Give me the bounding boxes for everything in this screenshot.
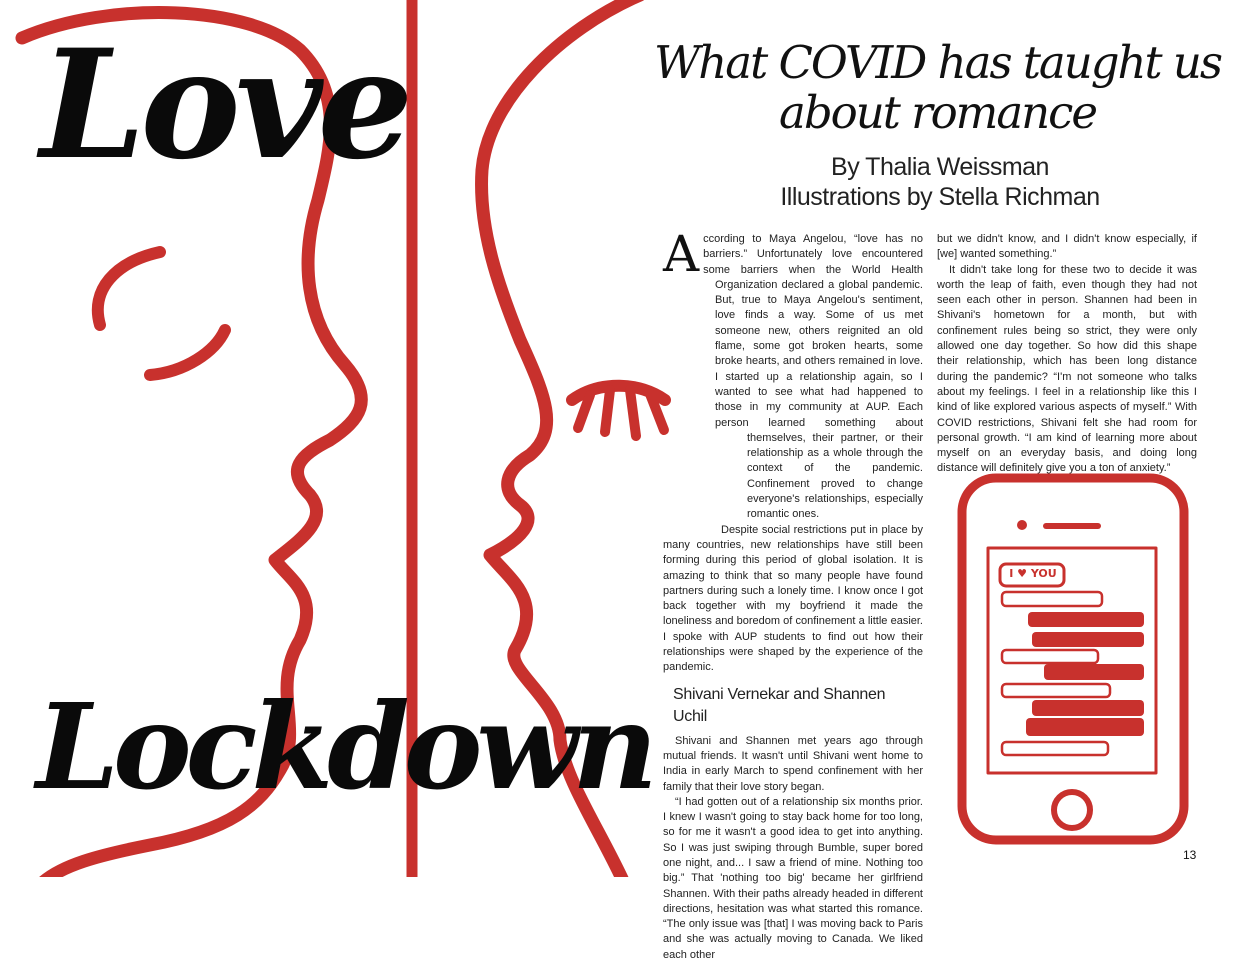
article-column-2	[937, 232, 1197, 477]
article-column-1	[663, 225, 923, 963]
paragraph-new-relationships: Despite social restrictions put in place by many countries, new relationships have still been forming during this period of global isolation. It is amazing to think that so many people have found partners during such a lonely time. I know once I got back together with my boyfriend it made the loneliness and boredom of confinement a little easier. I spoke with AUP students to find out how their relationships were shaped by the experience of the pandemic.	[663, 523, 923, 674]
phone-message-text: I ♥ YOU	[1009, 567, 1057, 580]
phone-body	[962, 478, 1184, 840]
paragraph-leap-of-faith: It didn't take long for these two to decide it was worth the leap of faith, even though they had not seen each other in person. Shannen had been in Shivani's hometown for a month, but with confinement rules being so strict, they were only allowed one day together. So how did this shape their relationship, which has been long distance during the pandemic? “I'm not someone who talks about my feelings. I feel in a relationship like this I kind of like explored various aspects of myself.” With COVID restrictions, Shivani felt she had room for personal growth. “I am kind of learning more about myself on an everyday basis, and doing long distance will definitely give you a ton of anxiety.”	[937, 263, 1197, 475]
phone-screen	[988, 548, 1156, 773]
paragraph-how-they-met: Shivani and Shannen met years ago through mutual friends. It wasn't until Shivani went home to India in early March to spend confinement with her family that their love story began.	[663, 734, 923, 793]
paragraph-intro: ccording to Maya Angelou, “love has no barriers.” Unfortunately love encountered some barriers when the World Health Organization declared a global pandemic. But, true to Maya Angelou's sentiment, love finds a way. Some of us met someone new, others reignited an old flame, some got broken hearts, some broke hearts, and others remained in love. I started up a relationship again, so I wanted to see what had happened to those in my community at AUP. Each person learned something about themselves, their partner, or their relationship as a whole through the context of the pandemic. Confinement proved to change everyone's relationships, especially romantic ones.	[703, 233, 923, 521]
big-word-love: Love	[40, 17, 409, 193]
article-title: What COVID has taught us about romance	[654, 36, 1221, 139]
byline-illustrator: Illustrations by Stella Richman	[780, 183, 1100, 211]
paragraph-quote-bumble: “I had gotten out of a relationship six months prior. I knew I wasn't going to stay back home for too long, so for me it wasn't a good idea to get into anything. So I was just swiping through Bumble, super bored one night, and... I saw a friend of mine. Nothing too big.” That 'nothing too big' became her girlfriend Shannen. With their paths already headed in different directions, hesitation was what started this romance. “The only issue was [that] I was moving back to Paris and she was actually moving to Canada. We liked each other	[663, 795, 923, 961]
drop-cap: A	[663, 225, 700, 283]
phone-camera	[1017, 520, 1027, 530]
left-eye-lower	[150, 330, 225, 375]
byline-author: By Thalia Weissman	[831, 153, 1049, 181]
page-number: 13	[1183, 848, 1197, 862]
left-eye-upper	[98, 252, 160, 325]
phone-home-button	[1054, 792, 1090, 828]
paragraph-continued: but we didn't know, and I didn't know especially, if [we] wanted something.”	[937, 233, 1197, 261]
lash-2	[605, 390, 610, 432]
section-subhead: Shivani Vernekar and Shannen Uchil	[673, 685, 886, 725]
lash-3	[630, 390, 636, 436]
big-word-lockdown: Lockdown	[36, 677, 652, 816]
phone-illustration	[962, 478, 1184, 840]
